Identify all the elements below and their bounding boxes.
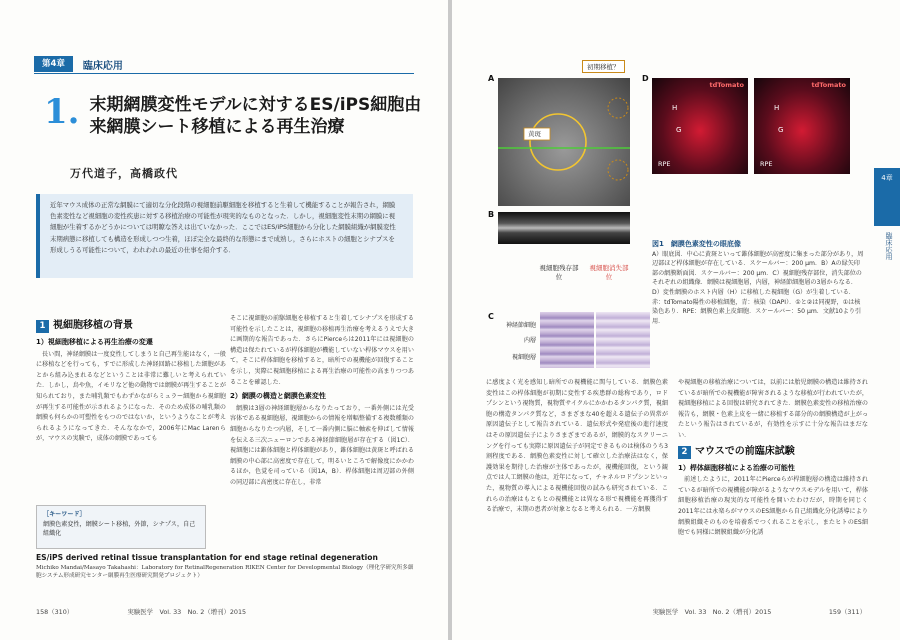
section-1-number: 1 [36,320,49,333]
body-paragraph: 網膜は3層の神経細胞層からなりたっており，一番外側には光受容体である視細胞層，視細胞からの情報を増幅整備する複数種類の細胞からなりたつ内層，そして一番内側に脳に軸索を伸ばして情報を伝える三次ニューロンである神経節細胞層が存在する（図1C）．視細胞には錐体細胞と桿体細胞があり，錐体細胞は黄斑と呼ばれる網膜の中心部に高密度で存在して，明るいところで解像度にかかわるほか，色覚を司っている（図1A，B）．桿体細胞は周辺部の外側の同辺部に高密度に存在し，非常 [230,404,414,486]
figure-label-b: B [488,210,495,219]
subsection-2-title: 2）網膜の構造と網膜色素変性 [230,392,326,401]
left-footer: 158（310） 実験医学 Vol. 33 No. 2（増刊）2015 [36,608,247,616]
fundus-overlay [498,78,630,206]
subsection-3-title: 1）桿体細胞移植による治療の可能性 [678,463,795,472]
keywords-list: 網膜色素変性，網膜シート移植，外節，シナプス，自己組織化 [43,520,196,537]
section-2-heading [678,446,868,459]
layer-label-photoreceptor: 視細胞層 [511,354,536,361]
layer-label-inner: 内層 [523,337,536,344]
right-column-1 [486,378,668,590]
chapter-header [34,56,123,72]
rpe-label-2: RPE [760,160,773,168]
right-page [452,0,900,640]
section-1-heading [36,320,226,333]
figure-b-oct-section [498,212,630,244]
figure-caption [652,240,864,326]
rpe-label-1: RPE [658,160,671,168]
tdtomato-label-2: tdTomato [811,81,846,89]
figure-label-d: D [642,74,649,83]
body-paragraph: 前述したように，2011年にPierceらが桿細胞層の構造は維持されているが暗所での視機能が障がるようなマウスモデルを用いて，桿体細胞移植治療の現実的な可能性を開いたわけだが，時期を同じく2011年には永楽らがマウスのES細胞から自己組織化分化誘導により網膜組織そのものを培養系でつくれることを示し，またヒトのES細胞でも同様に網膜組織が分化誘 [678,476,868,537]
tdtomato-label-1: tdTomato [709,81,744,89]
remaining-region-label: 視細胞残存部位 [539,264,579,281]
chapter-name: 臨床応用 [82,60,123,72]
layer-label-ganglion: 神経節細胞 [505,322,536,329]
macula-tag: 黄斑 [528,130,541,138]
figure-c-histology-remaining [540,312,594,368]
english-title: ES/iPS derived retinal tissue transplantation for end stage retinal degeneration [36,553,378,562]
left-page [0,0,448,640]
left-column-2 [230,314,414,546]
figure-c-histology-lost [596,312,650,368]
title-number: 1. [44,92,80,132]
english-authors: Michiko Mandai/Masayo Takahashi：Laboratory for RetinalRegeneration RIKEN Center for Developmental Biology（理化学研究所多細胞システム形成研究センター網膜再生医療研究開発プロジェクト） [36,565,414,579]
host-label-2: H [774,104,780,112]
right-column-2 [678,378,868,590]
body-paragraph: そこに視細胞の前駆細胞を移植すると生着してシナプスを形成する可能性を示したことは，視細胞の移植再生治療を考えるうえで大きに画期的な報告であった．さらにPierceらは2011年には視細胞の構造は保たれているが桿体細胞が機能していない桿体マウスを用いて，そこに桿体細胞を移植すると，暗所での視機能が回復することを示し，実際に視細胞移植による再生治療の可能性の高まりつつあることを確認した． [230,315,414,386]
section-1-title: 視細胞移植の背景 [53,320,133,332]
right-footer: 実験医学 Vol. 33 No. 2（増刊）2015 159（311） [652,608,866,616]
abstract-box: 近年マウス成体の正常な網膜にて適切な分化段階の視細胞前駆細胞を移植すると生着して機能することが報告され，網膜色素変性など視細胞の変性疾患に対する移植治療の可能性が現実的なものとなった．しかし，視細胞変性末期の網膜に視細胞が生着するかどうかについては明瞭な答えは出ていなかった．ここではES/iPS細胞から分化した網膜組織が網膜変性末期病態に移植しても構造を形成しつつ生着，ほぼ完全な最終的な形態にまで成熟し，さらにホストの細胞とシナプスを形成しうる可能性について，われわれの最近の仕事を紹介する． [36,194,413,278]
caption-text: A）眼底図．中心に黄斑といって錐体細胞が高密度に集まった部分があり，周辺部ほど桿体細胞が存在している．スケールバー：200 µm．B）Aの緑矢印部の網膜断面図．スケールバー：200 µm．C）視細胞残存部位，消失部位のそれぞれの組織像．網膜は視細胞層，内層，神経節細胞層の3層からなる．D）変性網膜のホスト内層（H）に移植した視細胞（G）が生着している．赤：tdTomato陽性の移植細胞，青：核染（DAPI）．①と②は同視野，①は核染色あり．RPE：網膜色素上皮細胞．スケールバー：50 µm．文献10より引用． [652,250,864,325]
figure-label-a: A [488,74,495,83]
chapter-side-tab: 4章 [874,168,900,226]
authors: 万代道子，高橋政代 [70,167,178,180]
left-column-1 [36,316,226,504]
graft-label-2: G [778,126,784,134]
chapter-rule [34,73,414,74]
keywords-title: ［キーワード］ [43,511,86,518]
chapter-tag: 第4章 [34,56,73,72]
caption-title: 図1 網膜色素変性の眼底像 [652,240,741,248]
article-title-block [44,92,424,138]
figure-a-fundus-image [498,78,630,206]
early-transplant-tag: 初期移植？ [582,60,625,73]
body-paragraph: 長い間，神経網膜は一度変性してしまうと自己再生能はなく，一般に移植などを行っても，すでに形成した神経回路に移植した細胞があとから組み込まれるなどということは非常に難しいと考えられていた．しかし，鳥や魚，イモリなど他の動物では網膜が再生することが知られており，また哺乳類でもわずかながらミュラー細胞から視細胞が再生する可能性が示されるようになった．そのため成体の哺乳類の網膜も何らかの可塑性をもつのではないか，というようなことが考えられるようになってきた．そんななかで，2006年にMac Larenらが，マウスの実験で，成体の網膜であっても [36,350,226,443]
section-2-number: 2 [678,446,691,459]
keywords-box [36,505,206,549]
subsection-1-title: 1）視細胞移植による再生治療の変遷 [36,338,153,346]
body-paragraph: に感度よく光を感知し暗所での視機能に関与している．網膜色素変性はこの桿体細胞が初期に変性する疾患群の総称であり，ロドプシンという視物質，視物質サイクルにかかわるタンパク質，視細胞の構造タンパク質など，さまざまな40を超える遺伝子の異常が原因遺伝子として報告されている．遺伝形式や発症後の進行速度はその原因遺伝子によりさまざまであるが，網膜的なスクリーニングを行っても実際に原因遺伝子が同定できるものは検体のうち3割程度である．網膜色素変性に対して確立した治療法はなく，保護効果を期待した治療が主体であったが，視機能回復，という観点では人工網膜の他は，近年になって，チャネルロドプシンといった，視物質の導入による視機能回復の試みも研究されている．これらの治療はもともとの視機能とは異なる形で視機能を再獲得する治療で，末期の患者が対象となると考えられる．一方網膜 [486,379,668,514]
body-paragraph: や視細胞の移植治療については，以前には胎児網膜の構造は維持されているが暗所での視機能が障害されるような移植が行われていたが，視細胞移植による回復は研究されてきた．網膜色素変性の移植治療の報告も，網膜・色素上皮を一緒に移植する部分的の網膜構造が上がったという報告はされているが，有効性を示すに十分な報告はまだない． [678,379,868,439]
figure-d-panel-2 [754,78,850,174]
figure-d-panel-1 [652,78,748,174]
host-label-1: H [672,104,678,112]
chapter-side-label: 臨床応用 [885,232,893,260]
graft-label-1: G [676,126,682,134]
article-title: 末期網膜変性モデルに対するES/iPS細胞由来網膜シート移植による再生治療 [89,95,422,137]
figure-label-c: C [488,312,494,321]
section-2-title: マウスでの前臨床試験 [695,445,795,457]
lost-region-label: 視細胞消失部位 [589,264,629,281]
